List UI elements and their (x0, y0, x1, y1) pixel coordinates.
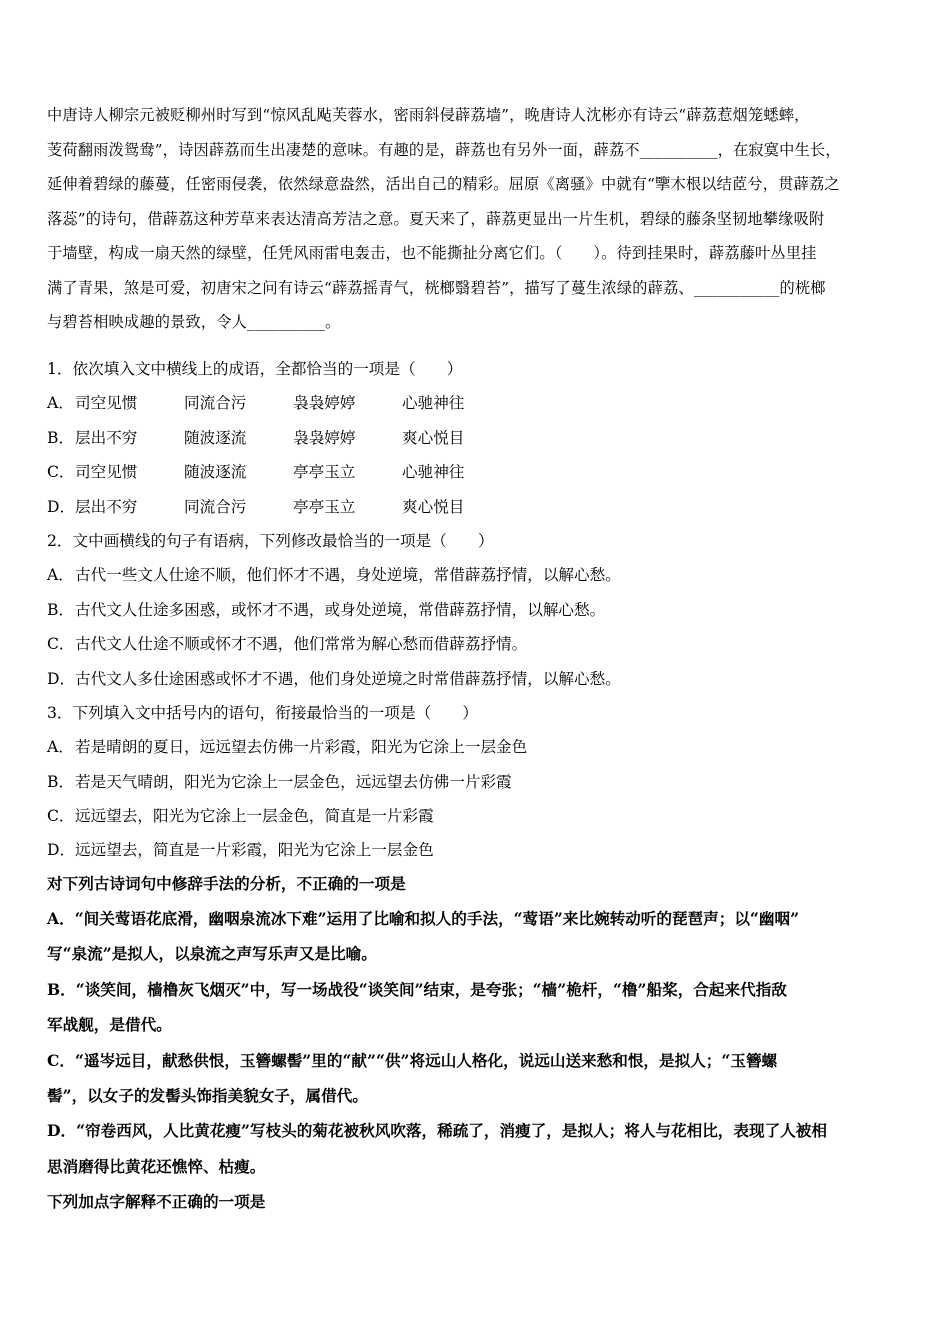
question-2-option-b[interactable] (47, 593, 907, 627)
idiom: 同流合污 (184, 497, 247, 516)
passage-line: 中唐诗人柳宗元被贬柳州时写到“惊风乱飐芙蓉水，密雨斜侵薜荔墙”，晚唐诗人沈彬亦有诗云“薜荔惹烟笼蟋蟀， (47, 106, 810, 124)
reading-passage (47, 98, 907, 340)
idiom: 层出不穷 (75, 497, 138, 516)
option-letter: D． (47, 669, 76, 688)
option-text: 远远望去，阳光为它涂上一层金色，简直是一片彩霞 (75, 807, 434, 826)
option-text: 古代一些文人仕途不顺，他们怀才不遇，身处逆境，常借薜荔抒情，以解心愁。 (75, 566, 621, 585)
rhetoric-question-section (47, 866, 907, 1219)
idiom: 随波逐流 (184, 428, 247, 447)
option-letter: D． (47, 841, 76, 860)
question-4-option-c-line[interactable]: C．“遥岑远目，献愁供恨，玉簪螺髻”里的“献”“供”将远山人格化，说远山送来愁和恨，是拟人；“玉簪螺 (47, 1050, 778, 1070)
option-text: 若是天气晴朗，阳光为它涂上一层金色，远远望去仿佛一片彩霞 (75, 772, 512, 791)
passage-line: 于墙壁，构成一扇天然的绿壁，任凭风雨雷电轰击，也不能撕扯分离它们。（ ）。待到挂果时，薜荔藤叶丛里挂 (47, 244, 817, 262)
question-3-stem: 3．下列填入文中括号内的语句，衔接最恰当的一项是（ ） (47, 703, 478, 722)
option-letter: D． (47, 497, 76, 516)
passage-line: 与碧苔相映成趣的景致，令人__________。 (47, 313, 341, 331)
passage-line: 延伸着碧绿的藤蔓，任密雨侵袭，依然绿意盎然，活出自己的精彩。屈原《离骚》中就有“擥木根以结茝兮，贯薜荔之 (47, 175, 840, 193)
option-letter: C． (47, 463, 75, 482)
question-3-option-a[interactable] (47, 730, 907, 764)
question-4-option-c-line: 髻”，以女子的发髻头饰指美貌女子，属借代。 (47, 1085, 368, 1105)
option-text: 远远望去，简直是一片彩霞，阳光为它涂上一层金色 (75, 841, 434, 860)
idiom: 司空见惯 (75, 394, 138, 413)
option-letter: A． (47, 394, 74, 413)
idiom: 随波逐流 (184, 463, 247, 482)
question-2-option-c[interactable] (47, 627, 907, 661)
question-4-option-d-line[interactable]: D．“帘卷西风，人比黄花瘦”写枝头的菊花被秋风吹落，稀疏了，消瘦了，是拟人；将人与花相比，表现了人被相 (47, 1121, 827, 1141)
question-2-option-a[interactable] (47, 558, 907, 592)
question-4-option-a-line: 写“泉流”是拟人，以泉流之声写乐声又是比喻。 (47, 944, 377, 964)
idiom: 爽心悦目 (402, 428, 465, 447)
question-1-option-b[interactable] (47, 421, 907, 455)
option-letter: B． (47, 428, 75, 447)
option-letter: A． (47, 566, 74, 585)
idiom: 袅袅婷婷 (293, 394, 356, 413)
option-letter: B． (47, 772, 75, 791)
question-4-option-a-line[interactable]: A．“间关莺语花底滑，幽咽泉流冰下难”运用了比喻和拟人的手法，“莺语”来比婉转动听的琵琶声；以“幽咽” (47, 909, 800, 928)
question-2-stem: 2．文中画横线的句子有语病，下列修改最恰当的一项是（ ） (47, 531, 494, 550)
idiom: 心驰神往 (402, 394, 465, 413)
question-5-stem: 下列加点字解释不正确的一项是 (47, 1192, 266, 1212)
questions-section (47, 352, 907, 868)
option-text: 古代文人仕途不顺或怀才不遇，他们常常为解心愁而借薜荔抒情。 (75, 635, 528, 654)
idiom: 袅袅婷婷 (293, 428, 356, 447)
idiom: 层出不穷 (75, 428, 138, 447)
passage-line: 芰荷翻雨泼鸳鸯”，诗因薜荔而生出凄楚的意味。有趣的是，薜荔也有另外一面，薜荔不__________，在寂寞中生长， (47, 140, 841, 159)
question-1-option-a[interactable] (47, 386, 907, 420)
option-text: 古代文人多仕途困惑或怀才不遇，他们身处逆境之时常借薜荔抒情，以解心愁。 (75, 669, 621, 688)
option-letter: C． (47, 635, 75, 654)
question-2-option-d[interactable] (47, 662, 907, 696)
option-text: 古代文人仕途多困惑，或怀才不遇，或身处逆境，常借薜荔抒情，以解心愁。 (75, 600, 606, 619)
question-1-option-d[interactable] (47, 490, 907, 524)
idiom: 爽心悦目 (402, 497, 465, 516)
option-letter: A． (47, 738, 74, 757)
question-4-option-d-line: 思消磨得比黄花还憔悴、枯瘦。 (47, 1156, 266, 1176)
option-text: 若是晴朗的夏日，远远望去仿佛一片彩霞，阳光为它涂上一层金色 (75, 738, 528, 757)
question-4-option-b-line: 军战舰，是借代。 (47, 1015, 172, 1035)
option-letter: C． (47, 807, 75, 826)
passage-line: 落蕊”的诗句，借薜荔这种芳草来表达清高芳洁之意。夏天来了，薜荔更显出一片生机，碧绿的藤条坚韧地攀缘吸附 (47, 209, 825, 228)
question-3-option-c[interactable] (47, 799, 907, 833)
idiom: 亭亭玉立 (293, 463, 356, 482)
question-1-option-c[interactable] (47, 455, 907, 489)
question-1-stem: 1．依次填入文中横线上的成语，全都恰当的一项是（ ） (47, 360, 463, 378)
option-letter: B． (47, 600, 75, 619)
question-3-option-d[interactable] (47, 833, 907, 867)
question-4-stem: 对下列古诗词句中修辞手法的分析，不正确的一项是 (47, 874, 406, 893)
idiom: 司空见惯 (75, 463, 138, 482)
question-4-option-b-line[interactable]: B．“谈笑间，樯橹灰飞烟灭”中，写一场战役“谈笑间”结束，是夸张；“樯”桅杆，“橹”船桨，合起来代指敌 (47, 979, 787, 999)
idiom: 亭亭玉立 (293, 497, 356, 516)
idiom: 同流合污 (184, 394, 247, 413)
idiom: 心驰神往 (402, 463, 465, 482)
passage-line: 满了青果，煞是可爱，初唐宋之问有诗云“薜荔摇青气，桄榔翳碧苔”，描写了蔓生浓绿的薜荔、___________的桄榔 (47, 278, 826, 297)
question-3-option-b[interactable] (47, 765, 907, 799)
